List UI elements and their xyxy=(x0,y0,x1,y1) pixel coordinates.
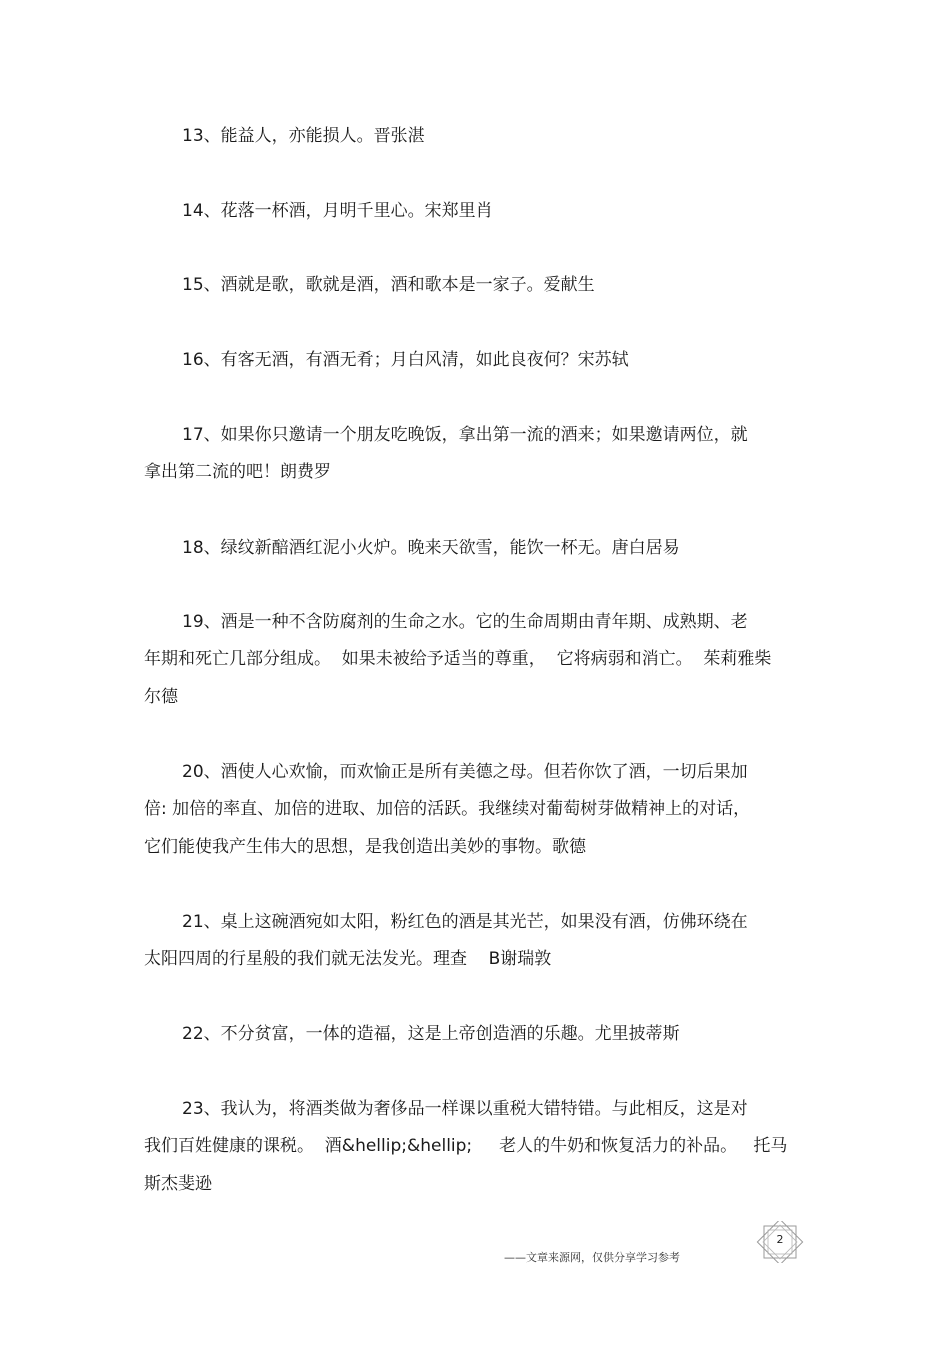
quote-23-line-2: 我们百姓健康的课税。 酒&hellip;&hellip; 老人的牛奶和恢复活力的补品。 托马 xyxy=(144,1136,788,1156)
page-number-badge xyxy=(756,1221,804,1263)
quote-22: 22、不分贫富，一体的造福，这是上帝创造酒的乐趣。尤里披蒂斯 xyxy=(182,1024,680,1044)
quote-13: 13、能益人，亦能损人。晋张湛 xyxy=(182,126,425,146)
quote-18: 18、绿纹新醅酒红泥小火炉。晚来天欲雪，能饮一杯无。唐白居易 xyxy=(182,538,680,558)
quote-21-line-1: 21、桌上这碗酒宛如太阳，粉红色的酒是其光芒，如果没有酒，仿佛环绕在 xyxy=(182,912,748,932)
quote-20-line-2: 倍: 加倍的率直、加倍的进取、加倍的活跃。我继续对葡萄树芽做精神上的对话， xyxy=(144,799,751,819)
quote-17-line-1: 17、如果你只邀请一个朋友吃晚饭，拿出第一流的酒来；如果邀请两位，就 xyxy=(182,425,748,445)
quote-16: 16、有客无酒，有酒无肴；月白风清，如此良夜何？宋苏轼 xyxy=(182,350,629,370)
quote-17-line-2: 拿出第二流的吧！朗费罗 xyxy=(144,462,331,482)
quote-19-line-1: 19、酒是一种不含防腐剂的生命之水。它的生命周期由青年期、成熟期、老 xyxy=(182,612,748,632)
quote-20-line-3: 它们能使我产生伟大的思想，是我创造出美妙的事物。歌德 xyxy=(144,837,586,857)
quote-19-line-3: 尔德 xyxy=(144,687,178,707)
quote-19-line-2: 年期和死亡几部分组成。 如果未被给予适当的尊重， 它将病弱和消亡。 茱莉雅柴 xyxy=(144,649,772,669)
quote-23-line-1: 23、我认为，将酒类做为奢侈品一样课以重税大错特错。与此相反，这是对 xyxy=(182,1099,748,1119)
page-number: 2 xyxy=(776,1233,784,1246)
quote-20-line-1: 20、酒使人心欢愉，而欢愉正是所有美德之母。但若你饮了酒，一切后果加 xyxy=(182,762,748,782)
quote-15: 15、酒就是歌，歌就是酒，酒和歌本是一家子。爱献生 xyxy=(182,275,595,295)
quote-14: 14、花落一杯酒，月明千里心。宋郑里肖 xyxy=(182,201,493,221)
footer-source-note: ——文章来源网，仅供分享学习参考 xyxy=(504,1251,680,1264)
quote-21-line-2: 太阳四周的行星般的我们就无法发光。理查 B谢瑞敦 xyxy=(144,949,552,969)
quote-23-line-3: 斯杰斐逊 xyxy=(144,1174,212,1194)
